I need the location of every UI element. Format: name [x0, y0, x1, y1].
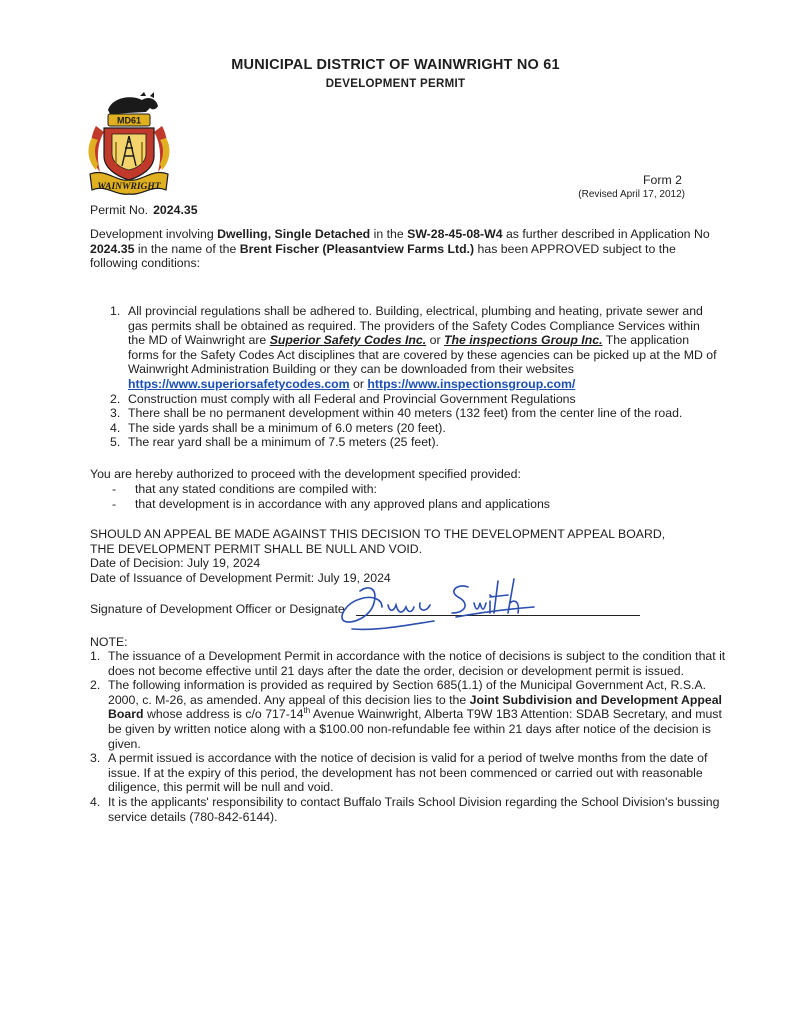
note-text: It is the applicants' responsibility to contact Buffalo Trails School Division regarding the School Division's bussing service details (780-842-6144).	[108, 794, 720, 824]
condition-text: or	[426, 333, 444, 348]
approval-paragraph	[90, 227, 722, 271]
list-number: 4.	[110, 420, 121, 435]
bullet-text: that development is in accordance with any approved plans and applications	[135, 497, 550, 511]
note-text: Avenue Wainwright, Alberta T9W 1B3 Attention: SDAB Secretary, and must be given by written notice along with a $100.00 non-refundable fee within 21 days after notice of the decision is given.	[108, 707, 722, 751]
logo-bottom-text: WAINWRIGHT	[97, 182, 161, 192]
permit-number-line	[90, 203, 198, 218]
application-number: 2024.35	[90, 241, 135, 256]
legal-land-location: SW-28-45-08-W4	[407, 227, 503, 241]
appeal-board-name: Joint Subdivision and Development Appeal Board	[108, 692, 722, 722]
note-item	[90, 678, 730, 751]
intro-text: in the	[370, 227, 408, 241]
condition-text: The rear yard shall be a minimum of 7.5 meters (25 feet).	[128, 435, 439, 450]
condition-text: All provincial regulations shall be adhered to. Building, electrical, plumbing and heating, private sewer and gas permits shall be obtained as required. The providers of the Safety Codes Compliance Services within the MD of Wainwright are	[128, 304, 703, 348]
note-text: A permit issued is accordance with the notice of decision is valid for a period of twelve months from the date of issue. If at the expiry of this period, the development has not been commenced or carried out with reasonable diligence, this permit will be null and void.	[108, 751, 708, 795]
md-crest-logo	[86, 90, 172, 198]
dash-bullet: -	[112, 482, 117, 496]
intro-text: in the name of the	[134, 241, 240, 256]
note-text: The issuance of a Development Permit in accordance with the notice of decisions is subject to the condition that it does not become effective until 21 days after the date the order, decision or development permit is issued.	[108, 649, 726, 678]
development-use: Dwelling, Single Detached	[217, 227, 371, 241]
condition-text: Construction must comply with all Federal and Provincial Government Regulations	[128, 391, 576, 406]
bullet-text: that any stated conditions are compiled with:	[135, 482, 377, 496]
authorization-intro: You are hereby authorized to proceed with the development specified provided:	[90, 467, 521, 481]
condition-text: The application forms for the Safety Codes Act disciplines that are covered by these agencies can be picked up at the MD of Wainwright Administration Building or they can be downloaded from their websites	[128, 333, 717, 377]
list-number: 5.	[110, 435, 121, 450]
intro-text: as further described in Application No	[502, 227, 710, 241]
condition-text: The side yards shall be a minimum of 6.0 meters (20 feet).	[128, 420, 446, 435]
intro-text: Development involving	[90, 227, 218, 241]
permit-label: Permit No.	[90, 203, 149, 217]
note-item	[90, 795, 730, 824]
applicant-name: Brent Fischer (Pleasantview Farms Ltd.)	[239, 241, 475, 256]
handwritten-signature	[338, 573, 538, 633]
inspections-group-link[interactable]: https://www.inspectionsgroup.com/	[367, 376, 576, 391]
list-number: 1.	[110, 304, 121, 318]
notes-list	[90, 649, 730, 824]
ordinal-suffix: th	[303, 706, 311, 716]
org-inspections-group: The inspections Group Inc.	[443, 333, 603, 348]
list-number: 2.	[110, 391, 121, 406]
note-text: whose address is c/o 717-14	[143, 707, 304, 722]
document-subtitle: DEVELOPMENT PERMIT	[325, 78, 466, 90]
list-number: 4.	[90, 794, 101, 809]
list-number: 1.	[90, 649, 101, 663]
date-of-decision: Date of Decision: July 19, 2024	[90, 556, 261, 571]
condition-text: There shall be no permanent development within 40 meters (132 feet) from the center line of the road.	[128, 406, 683, 421]
intro-text: has been APPROVED subject to the following conditions:	[90, 241, 676, 271]
condition-item	[100, 421, 720, 436]
list-number: 2.	[90, 678, 101, 693]
condition-item	[100, 304, 720, 392]
date-of-issuance: Date of Issuance of Development Permit: July 19, 2024	[90, 570, 391, 585]
conditions-list	[100, 304, 720, 450]
condition-item	[100, 435, 720, 450]
form-number: Form 2	[643, 173, 682, 187]
signature-label: Signature of Development Officer or Designate	[90, 602, 345, 616]
form-revised-date: (Revised April 17, 2012)	[578, 189, 685, 200]
condition-text: or	[349, 376, 368, 391]
permit-number: 2024.35	[153, 203, 198, 217]
appeal-warning-line: THE DEVELOPMENT PERMIT SHALL BE NULL AND VOID.	[90, 541, 423, 556]
dash-bullet: -	[112, 497, 117, 511]
list-number: 3.	[110, 406, 121, 421]
superior-safety-codes-link[interactable]: https://www.superiorsafetycodes.com	[128, 376, 350, 391]
note-item	[90, 649, 730, 678]
document-title: MUNICIPAL DISTRICT OF WAINWRIGHT NO 61	[231, 57, 560, 73]
list-number: 3.	[90, 751, 101, 766]
note-item	[90, 751, 730, 795]
org-superior-safety-codes: Superior Safety Codes Inc.	[269, 333, 427, 348]
appeal-warning-line: SHOULD AN APPEAL BE MADE AGAINST THIS DECISION TO THE DEVELOPMENT APPEAL BOARD,	[90, 527, 666, 541]
condition-item	[100, 392, 720, 407]
notes-title: NOTE:	[90, 635, 128, 649]
logo-top-text: MD61	[116, 115, 142, 126]
note-text: The following information is provided as required by Section 685(1.1) of the Municipal Government Act, R.S.A. 2000, c. M-26, as amended. Any appeal of this decision lies to the	[108, 678, 707, 707]
condition-item	[100, 406, 720, 421]
